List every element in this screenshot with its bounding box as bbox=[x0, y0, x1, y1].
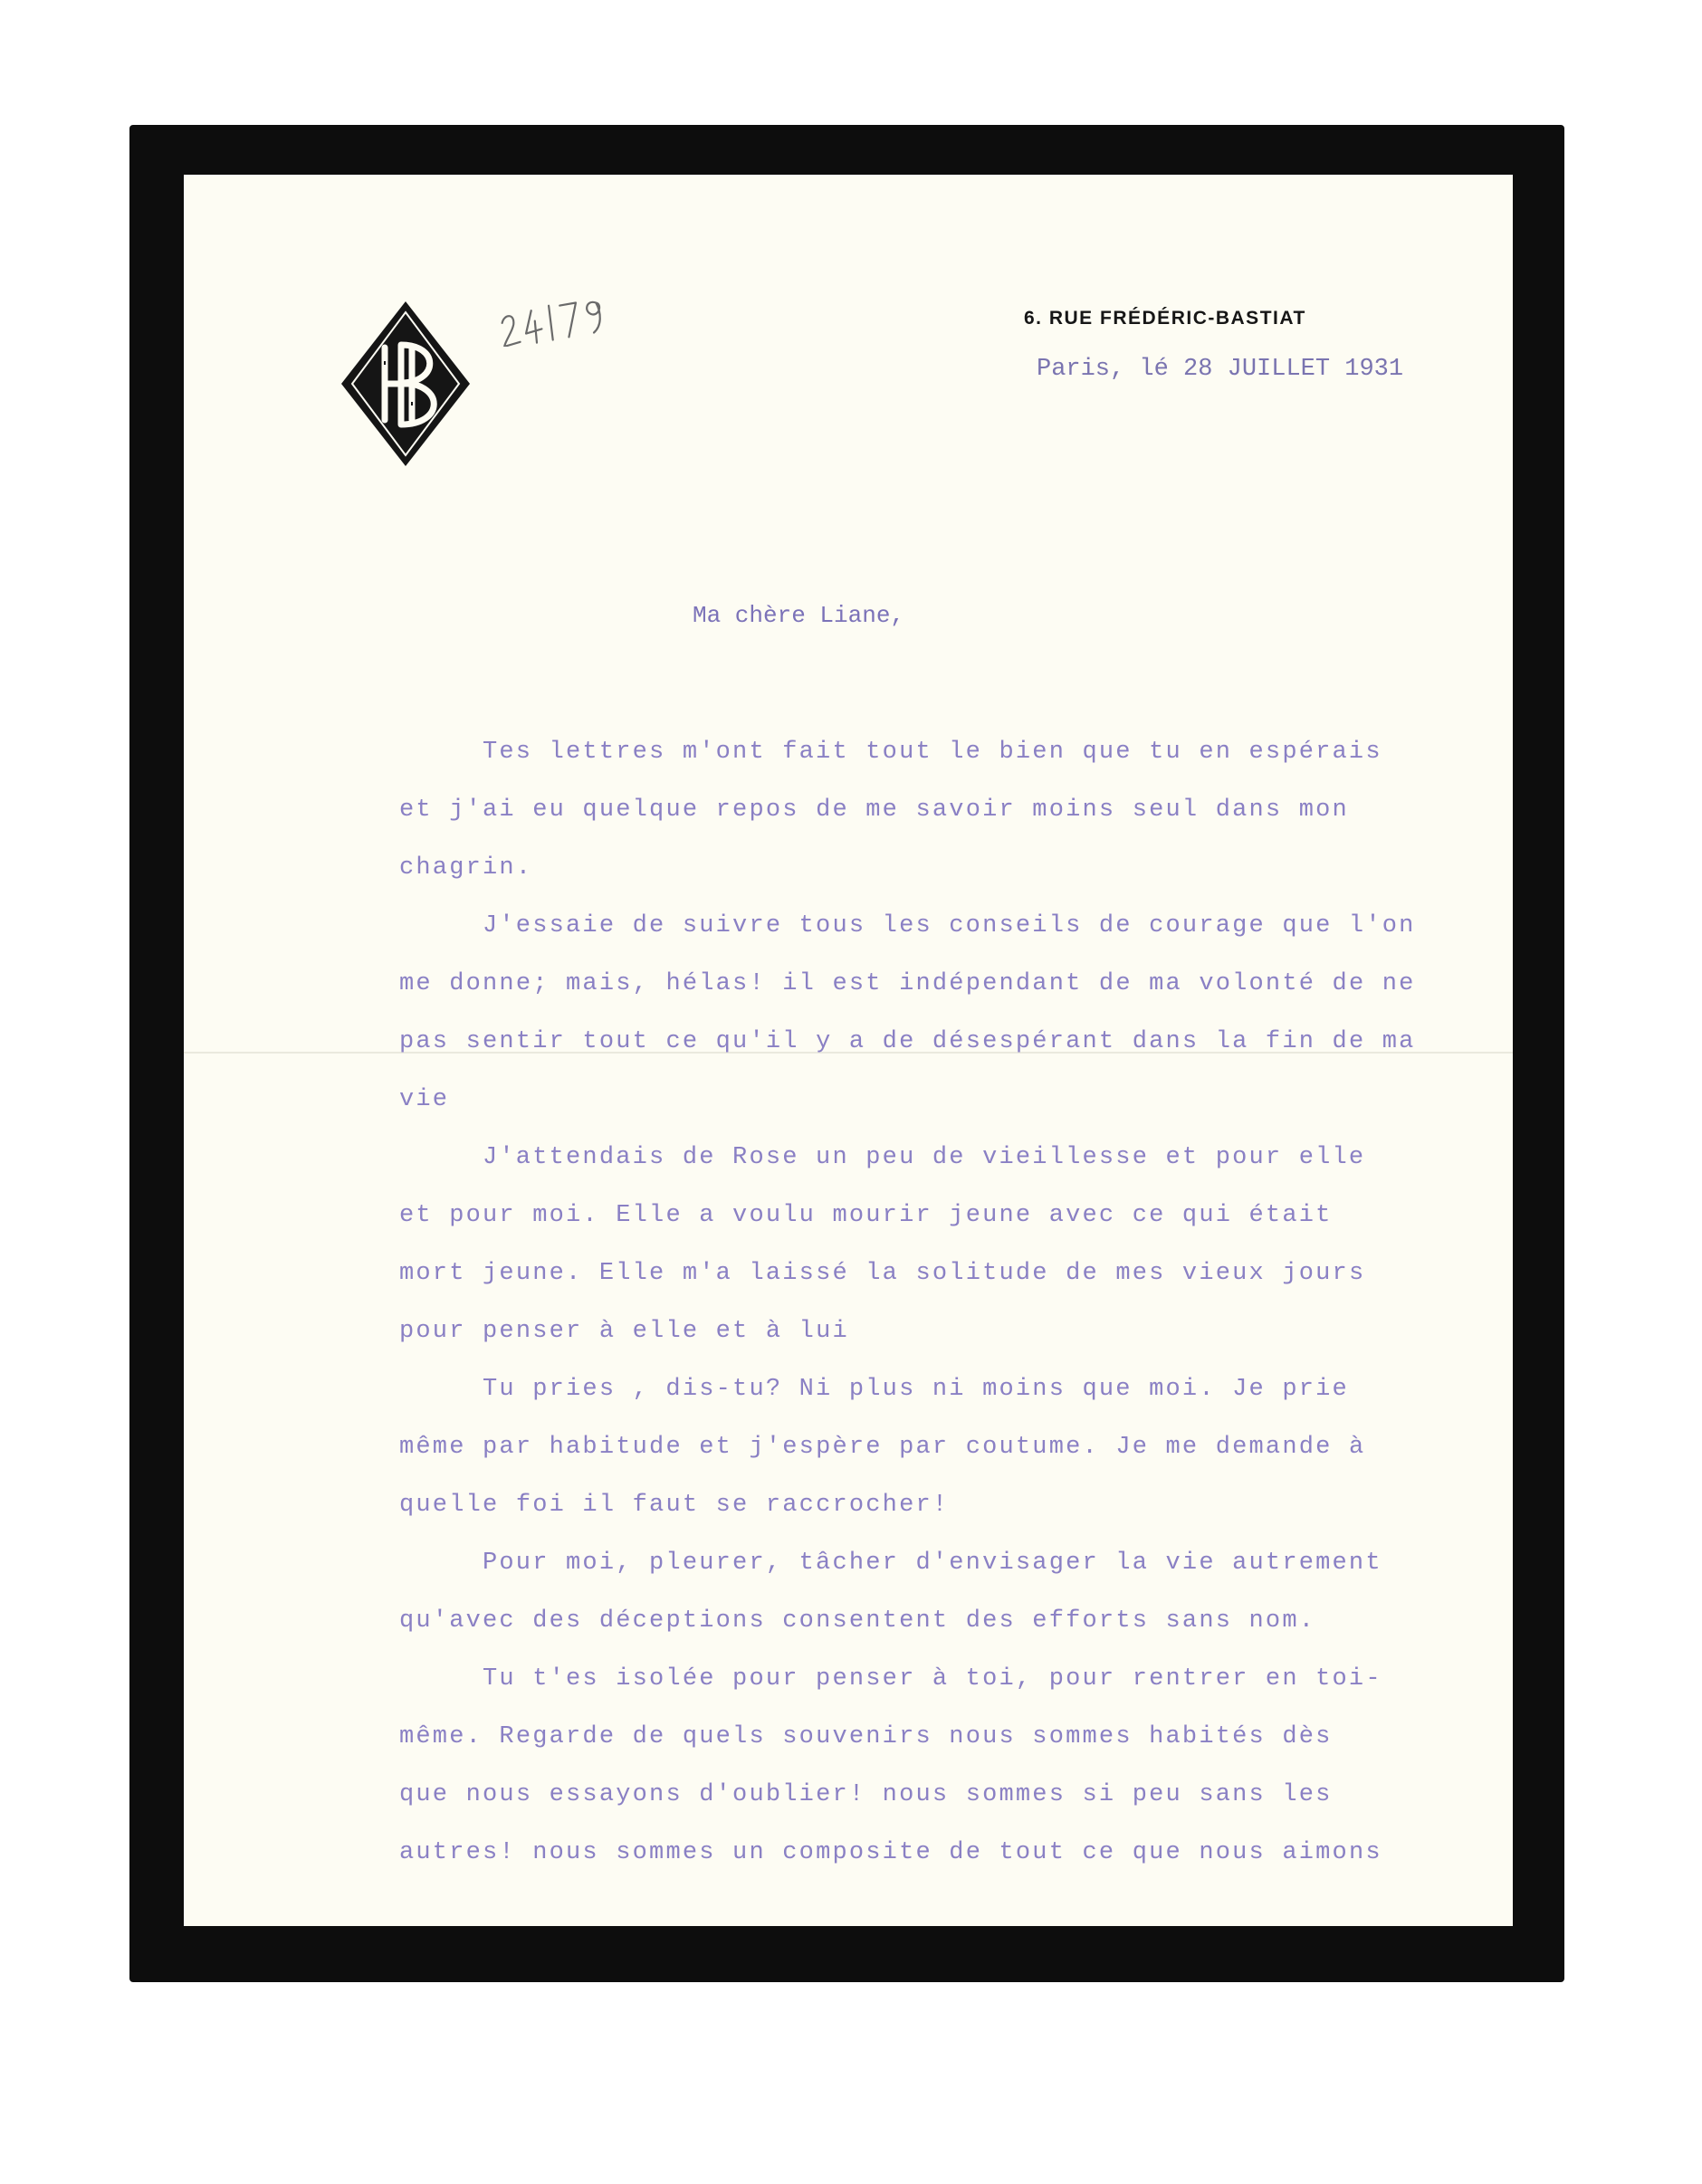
body-line: Tes lettres m'ont fait tout le bien que tu en espérais bbox=[483, 739, 1382, 766]
letter-page bbox=[184, 175, 1513, 1926]
letter-date: Paris, lé 28 JUILLET 1931 bbox=[1037, 356, 1404, 383]
body-line: Pour moi, pleurer, tâcher d'envisager la vie autrement bbox=[483, 1550, 1382, 1577]
letterhead-address: 6. RUE FRÉDÉRIC-BASTIAT bbox=[1024, 308, 1306, 329]
salutation: Ma chère Liane, bbox=[693, 602, 905, 629]
body-line: mort jeune. Elle m'a laissé la solitude de mes vieux jours bbox=[399, 1260, 1366, 1287]
body-line: même. Regarde de quels souvenirs nous sommes habités dès bbox=[399, 1723, 1333, 1750]
body-line: J'essaie de suivre tous les conseils de courage que l'on bbox=[483, 912, 1416, 939]
body-line: J'attendais de Rose un peu de vieillesse et pour elle bbox=[483, 1144, 1366, 1171]
body-line: pas sentir tout ce qu'il y a de désespérant dans la fin de ma bbox=[399, 1028, 1416, 1055]
body-line: vie bbox=[399, 1086, 450, 1113]
letter-body bbox=[184, 175, 1513, 1926]
body-line: Tu t'es isolée pour penser à toi, pour rentrer en toi- bbox=[483, 1665, 1382, 1693]
body-line: que nous essayons d'oublier! nous sommes si peu sans les bbox=[399, 1781, 1333, 1808]
body-line: me donne; mais, hélas! il est indépendant de ma volonté de ne bbox=[399, 970, 1416, 997]
body-line: quelle foi il faut se raccrocher! bbox=[399, 1492, 950, 1519]
body-line: et pour moi. Elle a voulu mourir jeune avec ce qui était bbox=[399, 1202, 1333, 1229]
body-line: même par habitude et j'espère par coutume. Je me demande à bbox=[399, 1434, 1366, 1461]
body-line: qu'avec des déceptions consentent des efforts sans nom. bbox=[399, 1607, 1316, 1635]
body-line: Tu pries , dis-tu? Ni plus ni moins que moi. Je prie bbox=[483, 1376, 1349, 1403]
body-line: chagrin. bbox=[399, 854, 533, 882]
body-line: et j'ai eu quelque repos de me savoir moins seul dans mon bbox=[399, 796, 1349, 824]
body-line: pour penser à elle et à lui bbox=[399, 1318, 849, 1345]
body-line: autres! nous sommes un composite de tout ce que nous aimons bbox=[399, 1839, 1382, 1866]
